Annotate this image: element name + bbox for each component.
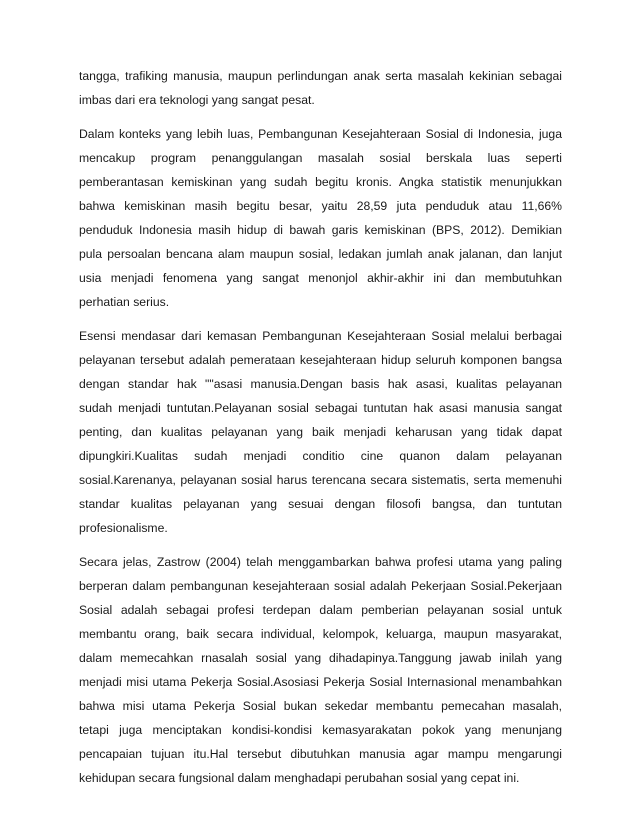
text-line: penting, dan kualitas pelayanan yang baik menjadi keharusan yang tidak dapat — [79, 425, 562, 439]
paragraph-4 — [79, 550, 562, 790]
text-line: dengan standar hak ""asasi manusia.Dengan basis hak asasi, kualitas pelayanan — [79, 377, 562, 391]
text-line: dipungkiri.Kualitas sudah menjadi conditio cine quanon dalam pelayanan — [79, 449, 562, 463]
text-line: bahwa kemiskinan masih begitu besar, yaitu 28,59 juta penduduk atau 11,66% — [79, 199, 562, 213]
text-line: mencakup program penanggulangan masalah sosial berskala luas seperti — [79, 151, 562, 165]
document-page — [79, 64, 562, 800]
text-line: usia menjadi fenomena yang sangat menonjol akhir-akhir ini dan membutuhkan — [79, 271, 562, 285]
paragraph-3 — [79, 324, 562, 540]
text-line: sosial.Karenanya, pelayanan sosial harus terencana secara sistematis, serta memenuhi — [79, 473, 562, 487]
text-line: tangga, trafiking manusia, maupun perlindungan anak serta masalah kekinian sebagai — [79, 69, 562, 83]
paragraph-1 — [79, 64, 562, 112]
text-line: penduduk Indonesia masih hidup di bawah garis kemiskinan (BPS, 2012). Demikian — [79, 223, 562, 237]
text-line: kehidupan secara fungsional dalam menghadapi perubahan sosial yang cepat ini. — [79, 771, 520, 785]
text-line: sudah menjadi tuntutan.Pelayanan sosial sebagai tuntutan hak asasi manusia sangat — [79, 401, 562, 415]
text-line: imbas dari era teknologi yang sangat pesat. — [79, 93, 315, 107]
text-line: tetapi juga menciptakan kondisi-kondisi kemasyarakatan pokok yang menunjang — [79, 723, 562, 737]
text-line: membantu orang, baik secara individual, kelompok, keluarga, maupun masyarakat, — [79, 627, 562, 641]
text-line: pelayanan tersebut adalah pemerataan kesejahteraan hidup seluruh komponen bangsa — [79, 353, 562, 367]
text-line: perhatian serius. — [79, 295, 170, 309]
paragraph-2 — [79, 122, 562, 314]
text-line: pula persoalan bencana alam maupun sosial, ledakan jumlah anak jalanan, dan lanjut — [79, 247, 562, 261]
text-line: profesionalisme. — [79, 521, 168, 535]
text-line: pencapaian tujuan itu.Hal tersebut dibutuhkan manusia agar mampu mengarungi — [79, 747, 562, 761]
text-line: Dalam konteks yang lebih luas, Pembangunan Kesejahteraan Sosial di Indonesia, juga — [79, 127, 562, 141]
text-line: Secara jelas, Zastrow (2004) telah menggambarkan bahwa profesi utama yang paling — [79, 555, 562, 569]
text-line: Esensi mendasar dari kemasan Pembangunan Kesejahteraan Sosial melalui berbagai — [79, 329, 562, 343]
text-line: dalam memecahkan rnasalah sosial yang dihadapinya.Tanggung jawab inilah yang — [79, 651, 562, 665]
text-line: Sosial adalah sebagai profesi terdepan dalam pemberian pelayanan sosial untuk — [79, 603, 562, 617]
text-line: standar kualitas pelayanan yang sesuai dengan filosofi bangsa, dan tuntutan — [79, 497, 562, 511]
text-line: menjadi misi utama Pekerja Sosial.Asosiasi Pekerja Sosial Internasional menambahkan — [79, 675, 562, 689]
text-line: pemberantasan kemiskinan yang sudah begitu kronis. Angka statistik menunjukkan — [79, 175, 562, 189]
text-line: berperan dalam pembangunan kesejahteraan sosial adalah Pekerjaan Sosial.Pekerjaan — [79, 579, 562, 593]
text-line: bahwa misi utama Pekerja Sosial bukan sekedar membantu pemecahan masalah, — [79, 699, 562, 713]
